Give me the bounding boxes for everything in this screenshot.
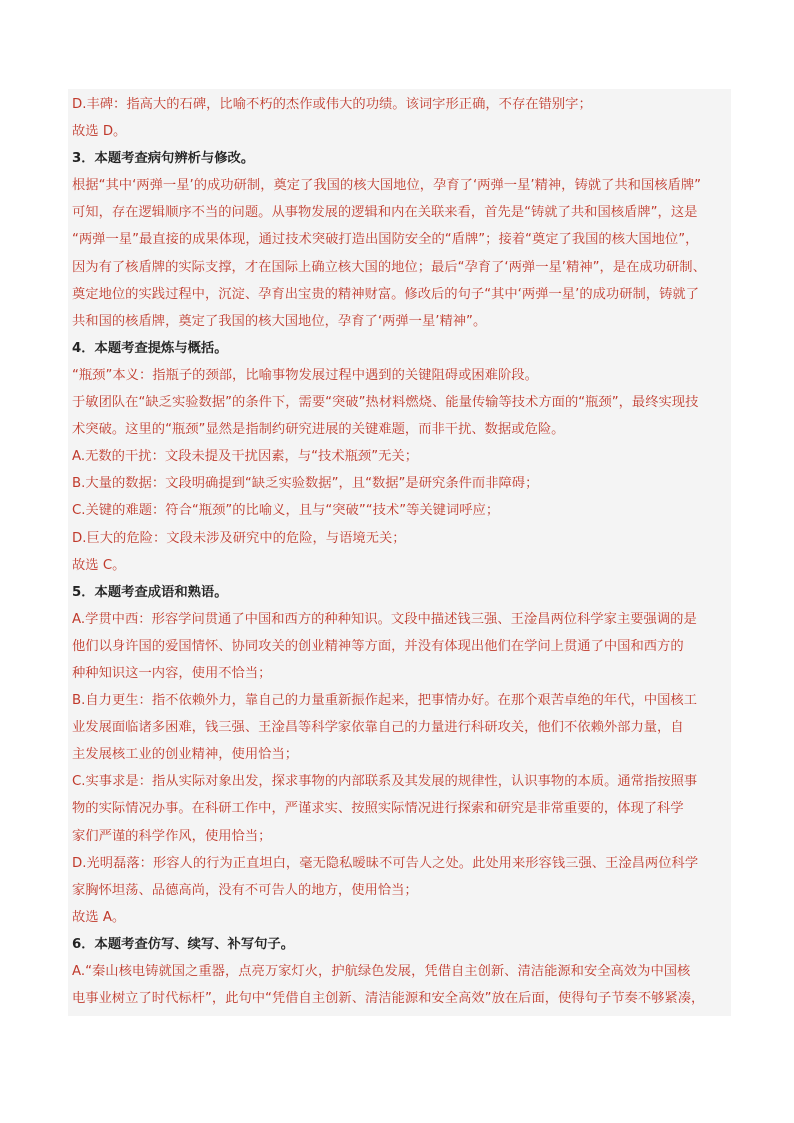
text-line: 5．本题考查成语和熟语。 [72, 584, 228, 600]
text-line: A.“秦山核电铸就国之重器，点亮万家灯火，护航绿色发展，凭借自主创新、清洁能源和安全高效为中国核 [72, 964, 691, 979]
text-line: 共和国的核盾牌，奠定了我国的核大国地位，孕育了‘两弹一星’精神”。 [72, 313, 487, 329]
text-line: C.关键的难题：符合“瓶颈”的比喻义，且与“突破”“技术”等关键词呼应； [72, 503, 500, 519]
text-line: 主发展核工业的创业精神，使用恰当； [72, 747, 299, 763]
text-line: D.巨大的危险：文段未涉及研究中的危险，与语境无关； [72, 530, 406, 546]
text-line: D.光明磊落：形容人的行为正直坦白，毫无隐私暧昧不可告人之处。此处用来形容钱三强、王淦昌两位科学 [72, 855, 699, 871]
text-line: A.学贯中西：形容学问贯通了中国和西方的种种知识。文段中描述钱三强、王淦昌两位科学家主要强调的是 [72, 611, 697, 627]
text-line: 故选 C。 [72, 557, 126, 573]
text-line: “瓶颈”本义：指瓶子的颈部，比喻事物发展过程中遇到的关键阻碍或困难阶段。 [72, 367, 538, 383]
text-line: 奠定地位的实践过程中，沉淀、孕育出宝贵的精神财富。修改后的句子“其中‘两弹一星’的成功研制，铸就了 [72, 286, 699, 302]
text-line: D.丰碑：指高大的石碑，比喻不朽的杰作或伟大的功绩。该词字形正确，不存在错别字； [72, 97, 592, 112]
text-line: 电事业树立了时代标杆”，此句中“凭借自主创新、清洁能源和安全高效”放在后面，使得句子节奏不够紧凑， [72, 991, 705, 1007]
text-line: 4．本题考查提炼与概括。 [72, 340, 228, 356]
text-line: 物的实际情况办事。在科研工作中，严谨求实、按照实际情况进行探索和研究是非常重要的，体现了科学 [72, 801, 684, 817]
text-line: 故选 A。 [72, 909, 126, 925]
text-line: 种种知识这一内容，使用不恰当； [72, 665, 272, 681]
text-line: 他们以身许国的爱国情怀、协同攻关的创业精神等方面，并没有体现出他们在学问上贯通了中国和西方的 [72, 638, 684, 654]
text-line: 家们严谨的科学作风，使用恰当； [72, 828, 272, 844]
text-line: 故选 D。 [72, 124, 127, 140]
text-line: A.无数的干扰：文段未提及干扰因素，与“技术瓶颈”无关； [72, 449, 418, 465]
text-line: “两弹一星”最直接的成果体现，通过技术突破打造出国防安全的“盾牌”；接着“奠定了我国的核大国地位”， [72, 232, 699, 248]
text-line: 于敏团队在“缺乏实验数据”的条件下，需要“突破”热材料燃烧、能量传输等技术方面的“瓶颈”，最终实现技 [72, 395, 699, 411]
text-line: 因为有了核盾牌的实际支撑，才在国际上确立核大国的地位；最后“孕育了‘两弹一星’精神”，是在成功研制、 [72, 259, 706, 275]
text-line: 术突破。这里的“瓶颈”显然是指制约研究进展的关键难题，而非干扰、数据或危险。 [72, 422, 565, 438]
text-line: 家胸怀坦荡、品德高尚，没有不可告人的地方，使用恰当； [72, 882, 418, 898]
text-line: B.自力更生：指不依赖外力，靠自己的力量重新振作起来，把事情办好。在那个艰苦卓绝的年代，中国核工 [72, 693, 698, 709]
text-line: 根据“其中‘两弹一星’的成功研制，奠定了我国的核大国地位，孕育了‘两弹一星’精神，铸就了共和国核盾牌” [72, 178, 702, 194]
answer-analysis-block [68, 89, 731, 1016]
text-line: 6．本题考查仿写、续写、补写句子。 [72, 936, 295, 952]
text-line: 3．本题考查病句辨析与修改。 [72, 151, 255, 167]
text-line: B.大量的数据：文段明确提到“缺乏实验数据”，且“数据”是研究条件而非障碍； [72, 476, 539, 492]
text-line: 业发展面临诸多困难，钱三强、王淦昌等科学家依靠自己的力量进行科研攻关，他们不依赖外部力量，自 [72, 720, 684, 736]
text-line: C.实事求是：指从实际对象出发，探求事物的内部联系及其发展的规律性，认识事物的本质。通常指按照事 [72, 774, 698, 790]
text-line: 可知，存在逻辑顺序不当的问题。从事物发展的逻辑和内在关联来看，首先是“铸就了共和国核盾牌”，这是 [72, 205, 698, 221]
